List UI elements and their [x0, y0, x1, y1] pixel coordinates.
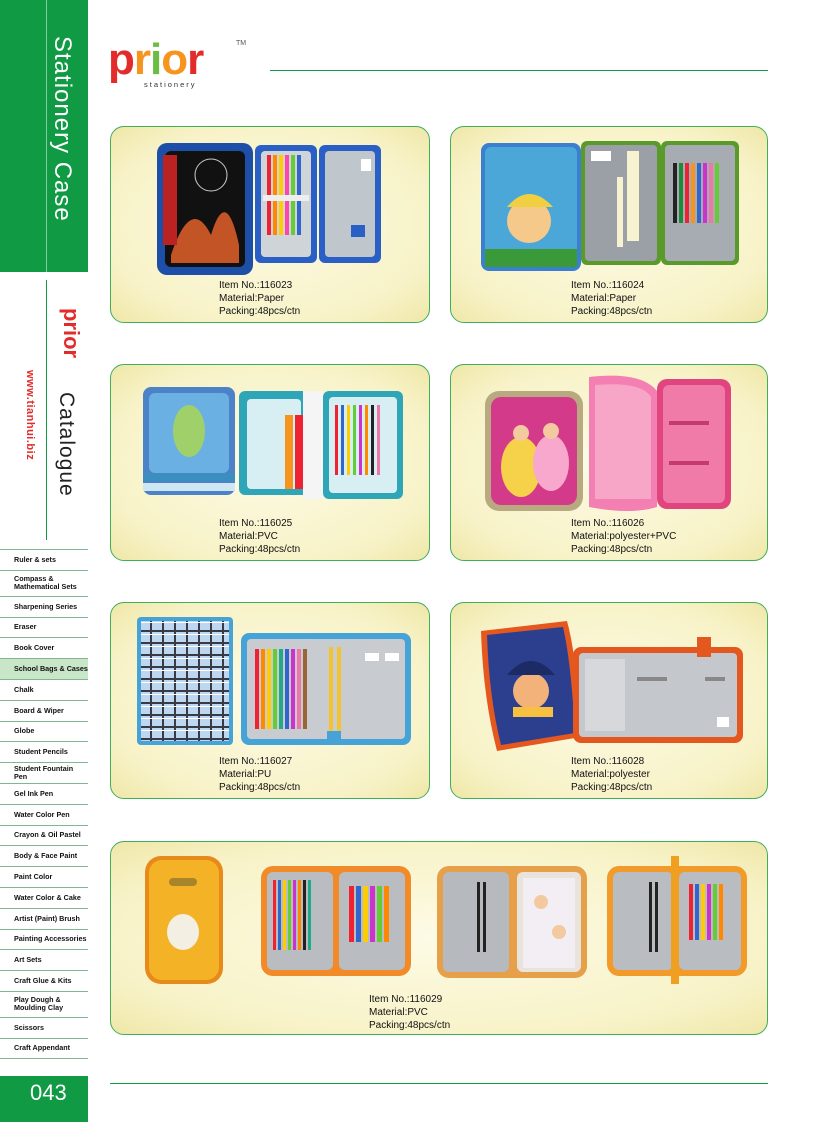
nav-item-paint-color[interactable]: Paint Color [0, 866, 88, 887]
product-info [571, 279, 652, 318]
packing: Packing:48pcs/ctn [571, 544, 653, 555]
material: Material:polyester+PVC [571, 531, 677, 542]
trademark-mark: TM [236, 40, 247, 47]
brand-logo [108, 35, 247, 89]
footer-rule [110, 1083, 768, 1084]
nav-item-scissors[interactable]: Scissors [0, 1017, 88, 1038]
product-photo [141, 852, 751, 988]
nav-item-board[interactable]: Board & Wiper [0, 700, 88, 721]
packing: Packing:48pcs/ctn [219, 544, 301, 555]
nav-item-crayon[interactable]: Crayon & Oil Pastel [0, 825, 88, 846]
material: Material:PVC [369, 1007, 428, 1018]
product-info [571, 517, 676, 556]
nav-item-book-cover[interactable]: Book Cover [0, 637, 88, 658]
product-card [450, 602, 768, 799]
product-info [369, 993, 450, 1032]
sidebar-divider [46, 0, 47, 272]
item-number: Item No.:116026 [571, 518, 645, 529]
nav-item-chalk[interactable]: Chalk [0, 679, 88, 700]
nav-item-sharpening[interactable]: Sharpening Series [0, 596, 88, 617]
product-photo [133, 613, 413, 749]
item-number: Item No.:116024 [571, 280, 645, 291]
packing: Packing:48pcs/ctn [369, 1020, 451, 1031]
product-photo [477, 617, 747, 753]
material: Material:polyester [571, 769, 650, 780]
section-title: Stationery Case [49, 36, 76, 222]
nav-item-water-color-cake[interactable]: Water Color & Cake [0, 887, 88, 908]
item-number: Item No.:116028 [571, 756, 645, 767]
category-nav [0, 549, 88, 1059]
website-link[interactable]: www.tianhui.biz [24, 370, 36, 461]
nav-item-eraser[interactable]: Eraser [0, 617, 88, 638]
product-photo [151, 135, 391, 283]
packing: Packing:48pcs/ctn [571, 306, 653, 317]
nav-item-pencils[interactable]: Student Pencils [0, 741, 88, 762]
product-card [110, 602, 430, 799]
nav-item-body-paint[interactable]: Body & Face Paint [0, 845, 88, 866]
product-info [219, 517, 300, 556]
packing: Packing:48pcs/ctn [219, 782, 301, 793]
sidebar-divider [46, 280, 47, 540]
page-number: 043 [30, 1080, 67, 1105]
item-number: Item No.:116023 [219, 280, 293, 291]
brand-wordmark: prior [108, 35, 204, 84]
brand-tagline: stationery [144, 80, 197, 89]
product-photo [477, 137, 747, 277]
product-info [571, 755, 652, 794]
product-photo [481, 371, 741, 517]
material: Material:PVC [219, 531, 278, 542]
nav-item-globe[interactable]: Globe [0, 721, 88, 742]
packing: Packing:48pcs/ctn [571, 782, 653, 793]
item-number: Item No.:116029 [369, 994, 443, 1005]
product-card [110, 364, 430, 561]
nav-item-fountain-pen[interactable]: Student Fountain Pen [0, 762, 88, 783]
nav-item-school-bags[interactable]: School Bags & Cases [0, 658, 88, 679]
sidebar-brand-text: prior [59, 308, 84, 359]
nav-item-water-color-pen[interactable]: Water Color Pen [0, 804, 88, 825]
product-photo [139, 375, 409, 505]
nav-item-brush[interactable]: Artist (Paint) Brush [0, 908, 88, 929]
header-rule [270, 70, 768, 71]
product-info [219, 755, 300, 794]
sidebar-brand-logo [60, 308, 82, 358]
product-card [450, 364, 768, 561]
nav-item-ruler[interactable]: Ruler & sets [0, 549, 88, 570]
product-card [450, 126, 768, 323]
nav-item-craft-appendant[interactable]: Craft Appendant [0, 1038, 88, 1059]
product-card [110, 841, 768, 1035]
material: Material:PU [219, 769, 272, 780]
item-number: Item No.:116025 [219, 518, 293, 529]
product-card [110, 126, 430, 323]
nav-item-craft-glue[interactable]: Craft Glue & Kits [0, 970, 88, 991]
material: Material:Paper [571, 293, 637, 304]
item-number: Item No.:116027 [219, 756, 293, 767]
product-info [219, 279, 300, 318]
nav-item-painting-accessories[interactable]: Painting Accessories [0, 929, 88, 950]
catalogue-label: Catalogue [55, 392, 78, 497]
nav-item-play-dough[interactable]: Play Dough & Moulding Clay [0, 991, 88, 1017]
material: Material:Paper [219, 293, 285, 304]
nav-item-art-sets[interactable]: Art Sets [0, 949, 88, 970]
nav-item-gel-pen[interactable]: Gel Ink Pen [0, 783, 88, 804]
nav-item-compass[interactable]: Compass & Mathematical Sets [0, 570, 88, 596]
packing: Packing:48pcs/ctn [219, 306, 301, 317]
